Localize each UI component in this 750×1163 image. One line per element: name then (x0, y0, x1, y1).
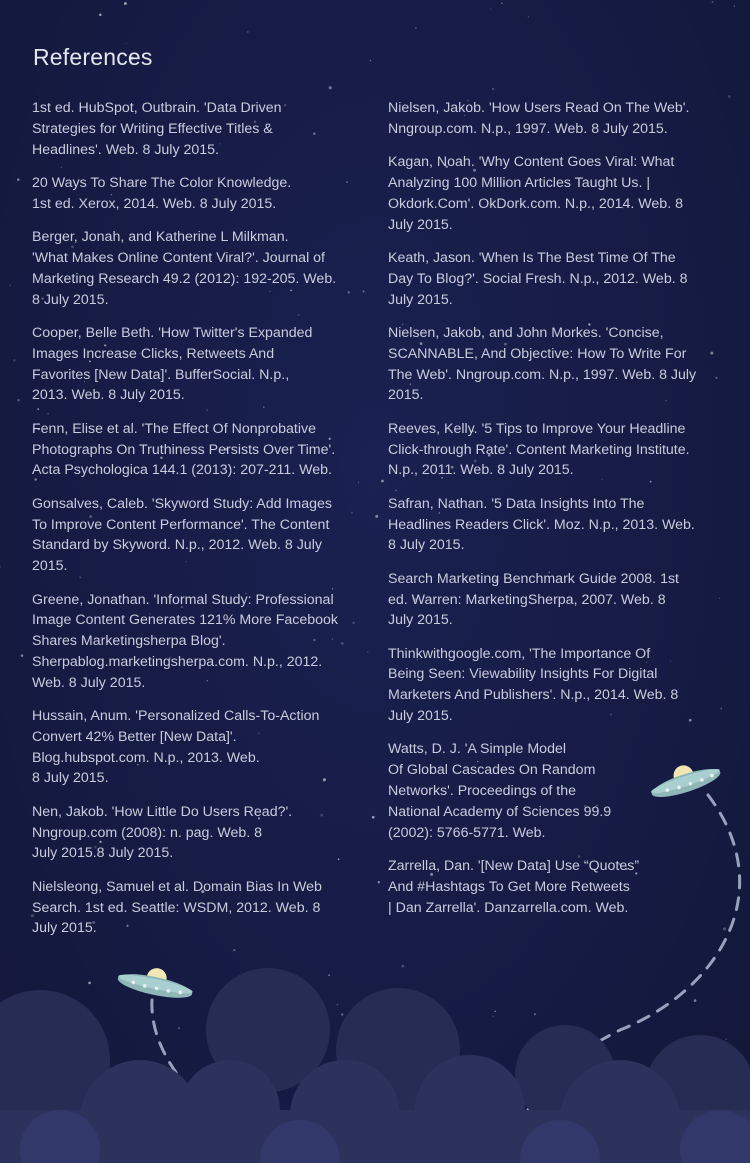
reference-item: Thinkwithgoogle.com, 'The Importance Of Being Seen: Viewability Insights For Digital Marketers And Publishers'. N.p., 2014. Web. 8 July 2015. (388, 645, 679, 725)
reference-item: Reeves, Kelly. '5 Tips to Improve Your Headline Click-through Rate'. Content Marketing Institute. N.p., 2011. Web. 8 July 2015. (388, 420, 690, 479)
reference-item: Nielsen, Jakob. 'How Users Read On The Web'. Nngroup.com. N.p., 1997. Web. 8 July 2015. (388, 100, 690, 137)
ufo-icon (646, 755, 723, 803)
reference-item: Zarrella, Dan. '[New Data] Use “Quotes” And #Hashtags To Get More Retweets | Dan Zarrella'. Danzarrella.com. Web. (388, 858, 640, 916)
reference-item: Keath, Jason. 'When Is The Best Time Of The Day To Blog?'. Social Fresh. N.p., 2012. Web. 8 July 2015. (388, 249, 688, 308)
reference-item: 1st ed. HubSpot, Outbrain. 'Data Driven Strategies for Writing Effective Titles & Headlines'. Web. 8 July 2015. (32, 100, 282, 158)
reference-item: Gonsalves, Caleb. 'Skyword Study: Add Images To Improve Content Performance'. The Content Standard by Skyword. N.p., 2012. Web. 8 July 2015. (32, 495, 333, 575)
cloud-icon (0, 1055, 750, 1163)
reference-item: Nielsleong, Samuel et al. Domain Bias In Web Search. 1st ed. Seattle: WSDM, 2012. Web. 8 July 2015. (32, 878, 322, 937)
ufo-icon (116, 960, 196, 1002)
reference-item: Fenn, Elise et al. 'The Effect Of Nonprobative Photographs On Truthiness Persists Over Time'. Acta Psychologica 144.1 (2013): 207-211. Web. (32, 420, 336, 479)
reference-item: Greene, Jonathan. 'Informal Study: Professional Image Content Generates 121% More Facebook Shares Marketingsherpa Blog'. Sherpablog.marketingsherpa.com. N.p., 2012. Web. 8 July 2015. (32, 591, 338, 691)
reference-item: Watts, D. J. 'A Simple Model Of Global Cascades On Random Networks'. Proceedings of the National Academy of Sciences 99.9 (2002): 5766-5771. Web. (388, 741, 612, 841)
reference-item: Safran, Nathan. '5 Data Insights Into The Headlines Readers Click'. Moz. N.p., 2013. Web. 8 July 2015. (388, 495, 695, 554)
reference-item: Nen, Jakob. 'How Little Do Users Read?'. Nngroup.com (2008): n. pag. Web. 8 July 2015.8 July 2015. (32, 803, 293, 862)
reference-item: Cooper, Belle Beth. 'How Twitter's Expanded Images Increase Clicks, Retweets And Favorites [New Data]'. BufferSocial. N.p., 2013. Web. 8 July 2015. (32, 324, 313, 404)
reference-item: Search Marketing Benchmark Guide 2008. 1st ed. Warren: MarketingSherpa, 2007. Web. 8 July 2015. (388, 570, 679, 629)
reference-item: Nielsen, Jakob, and John Morkes. 'Concise, SCANNABLE, And Objective: How To Write For The Web'. Nngroup.com. N.p., 1997. Web. 8 July 2015. (388, 324, 697, 404)
reference-item: Berger, Jonah, and Katherine L Milkman. 'What Makes Online Content Viral?'. Journal of Marketing Research 49.2 (2012): 192-205. Web. 8 July 2015. (32, 229, 337, 308)
reference-item: 20 Ways To Share The Color Knowledge. 1st ed. Xerox, 2014. Web. 8 July 2015. (32, 174, 292, 212)
reference-item: Kagan, Noah. 'Why Content Goes Viral: What Analyzing 100 Million Articles Taught Us. | Okdork.Com'. OkDork.com. N.p., 2014. Web. 8 July 2015. (388, 154, 683, 233)
page-title: References (33, 44, 153, 70)
reference-item: Hussain, Anum. 'Personalized Calls-To-Action Convert 42% Better [New Data]'. Blog.hubspot.com. N.p., 2013. Web. 8 July 2015. (32, 708, 320, 787)
